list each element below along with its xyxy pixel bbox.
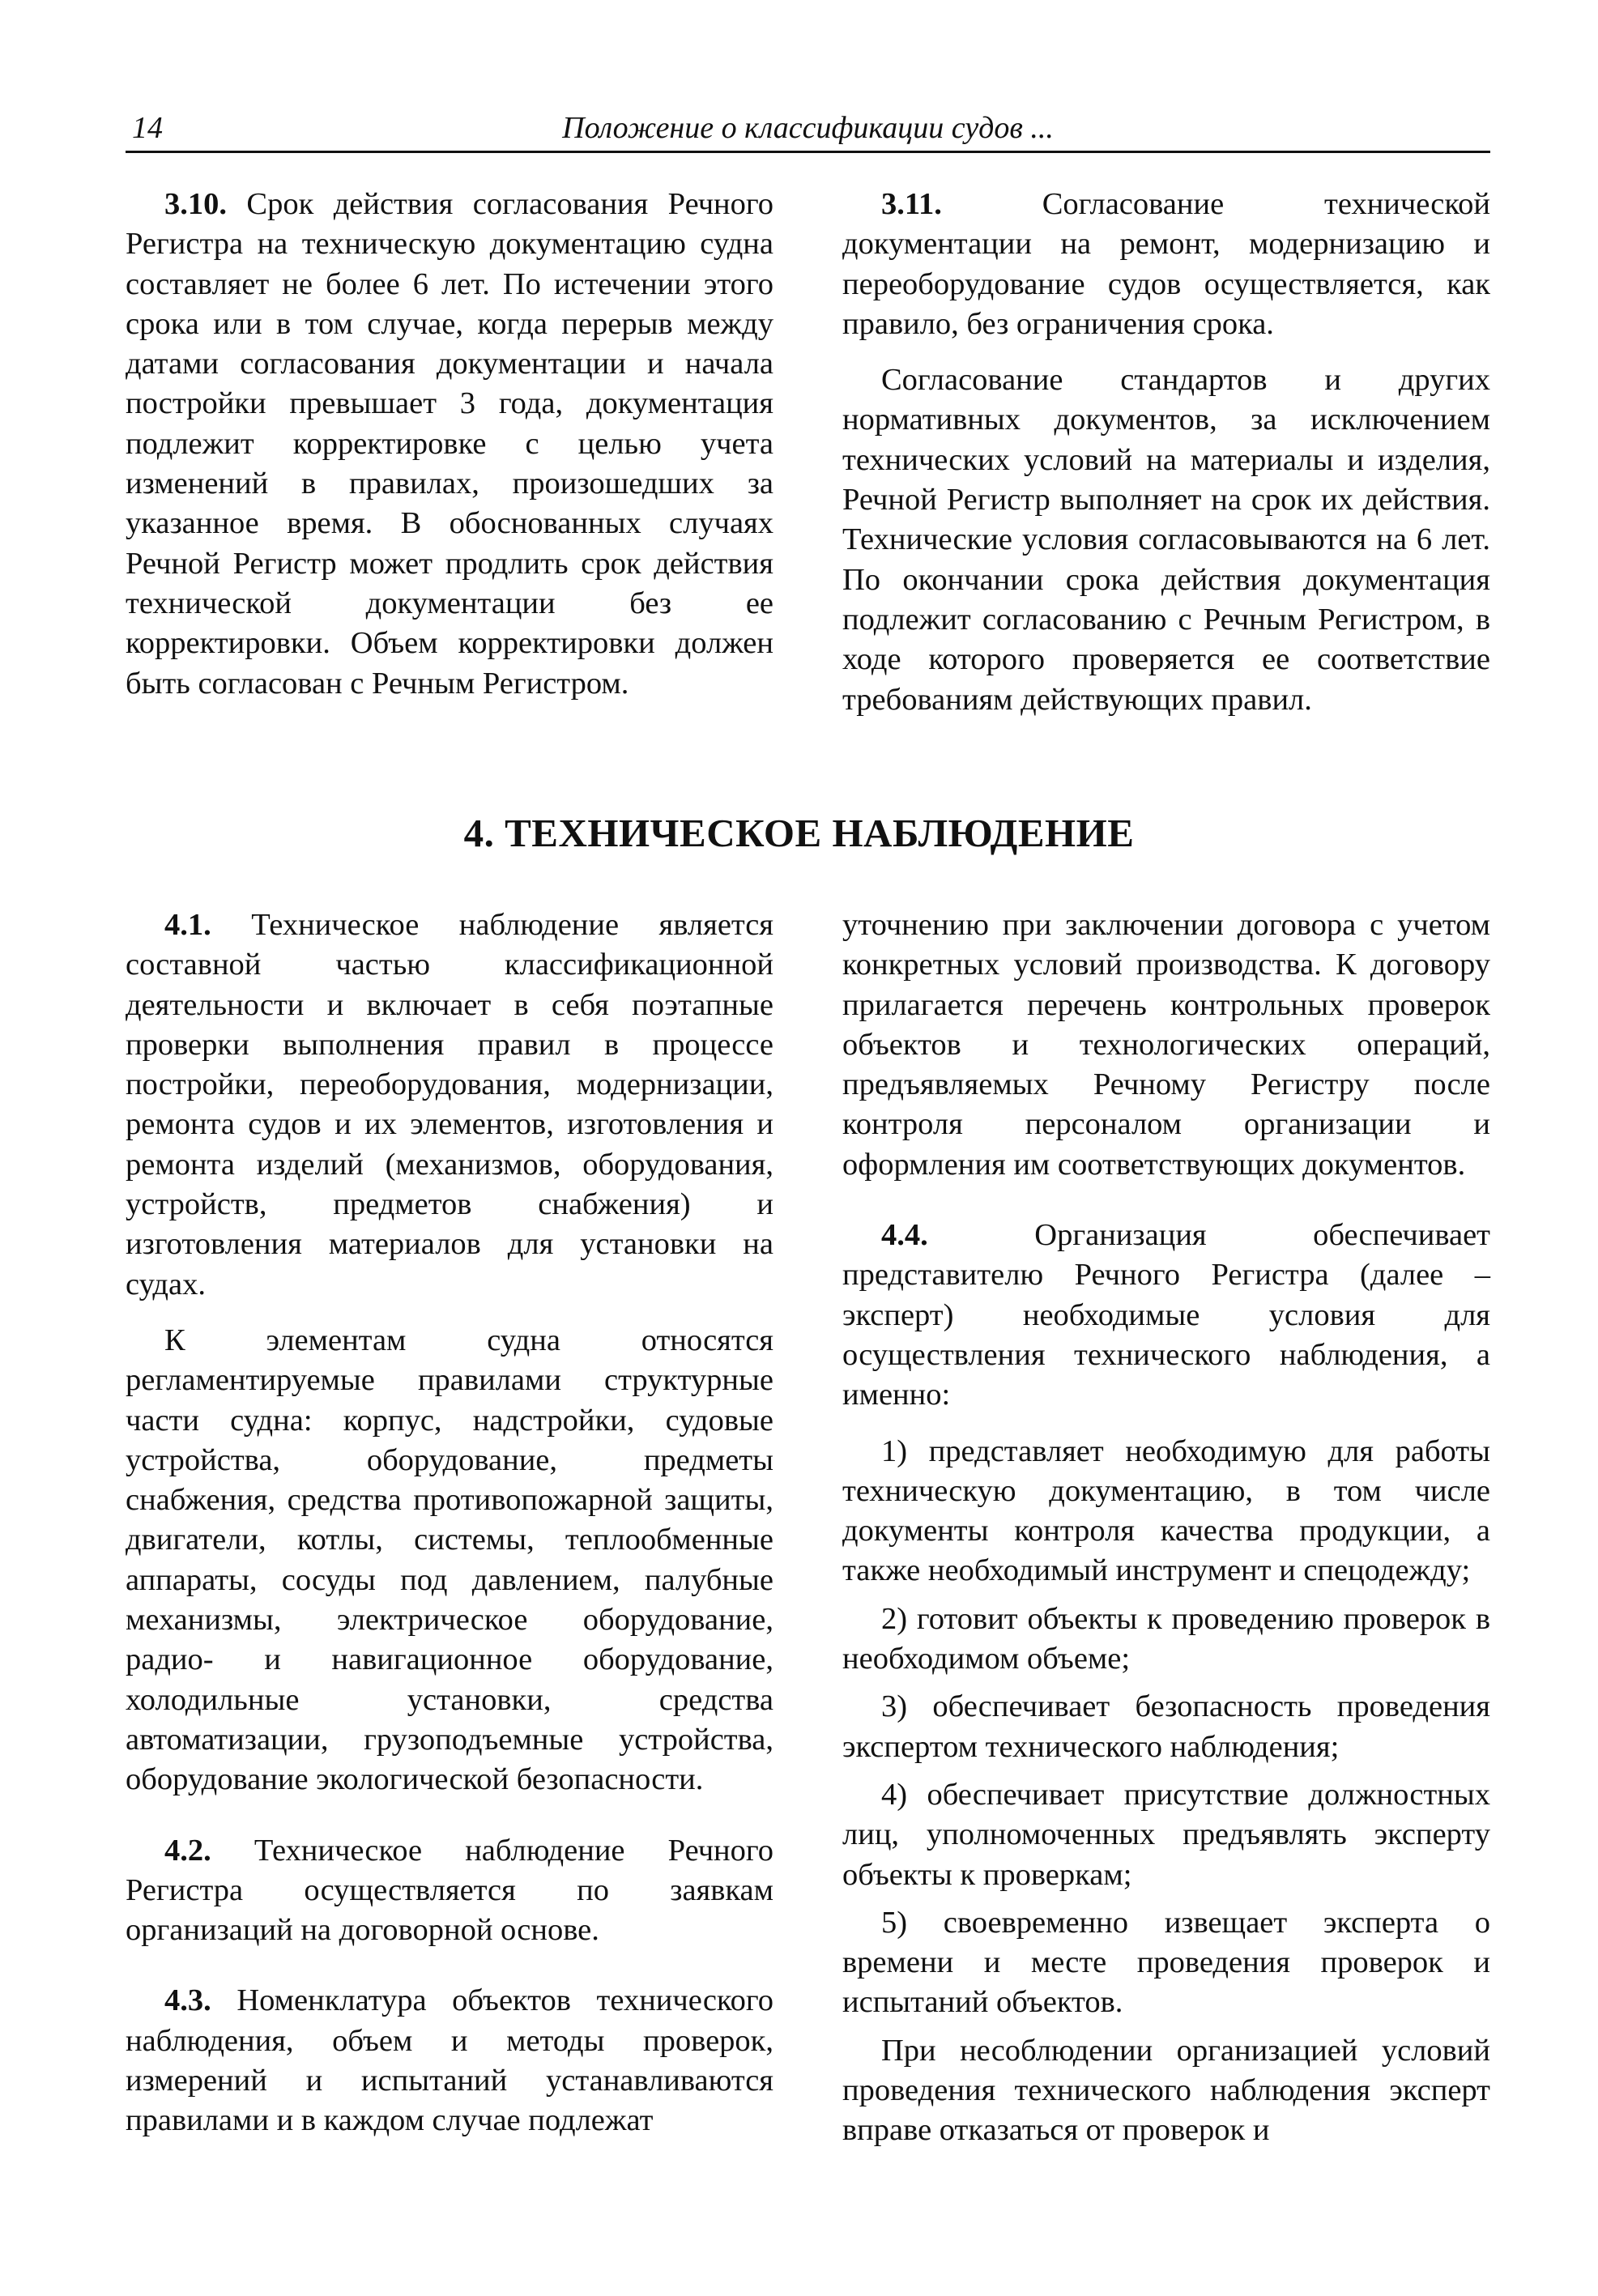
list-item-text: 2) готовит объекты к проведению проверок в необходимом объеме;: [842, 1601, 1490, 1676]
clause-number: 4.2.: [164, 1833, 211, 1868]
clause-number: 3.11.: [881, 187, 942, 221]
list-item-text: 4) обеспечивает присутствие должностных лиц, уполномоченных предъявлять эксперту объекты к проверкам;: [842, 1777, 1490, 1892]
paragraph-4-2: [126, 1831, 773, 1951]
list-item-text: 5) своевременно извещает эксперта о времени и месте проведения проверок и испытаний объектов.: [842, 1905, 1490, 2020]
list-item-text: 3) обеспечивает безопасность проведения экспертом технического наблюдения;: [842, 1689, 1490, 1764]
paragraph: [842, 2031, 1490, 2151]
paragraph-3-11: [842, 185, 1490, 344]
clause-number: 3.10.: [164, 187, 227, 221]
list-item: [842, 1687, 1490, 1767]
running-header: [126, 112, 1490, 153]
paragraph-text: Номенклатура объектов технического наблюдения, объем и методы проверок, измерений и испытаний устанавливаются правилами и в каждом случае подлежат: [126, 1983, 773, 2138]
paragraph-text: Техническое наблюдение Речного Регистра осуществляется по заявкам организаций на договорной основе.: [126, 1833, 773, 1948]
paragraph-text: Согласование технической документации на ремонт, модернизацию и переоборудование судов осуществляется, как правило, без ограничения срока.: [842, 187, 1490, 341]
paragraph-text: уточнению при заключении договора с учетом конкретных условий производства. К договору прилагается перечень контрольных проверок объектов и технологических операций, предъявляемых Речному Регистру после контроля персоналом организации и оформления им соответствующих документов.: [842, 908, 1490, 1182]
paragraph-text: Срок действия согласования Речного Регистра на техническую документацию судна составляет не более 6 лет. По истечении этого срока или в том случае, когда перерыв между датами согласования документации и начала постройки превышает 3 года, документация подлежит корректировке с целью учета изменений в правилах, произошедших за указанное время. В обоснованных случаях Речной Регистр может продлить срок действия технической документации без ее корректировки. Объем корректировки должен быть согласован с Речным Регистром.: [126, 187, 773, 701]
paragraph: [842, 360, 1490, 720]
list-item: [842, 1600, 1490, 1680]
bottom-right-column: [842, 905, 1490, 2167]
clause-number: 4.4.: [881, 1218, 928, 1253]
paragraph-4-3: [126, 1981, 773, 2141]
paragraph-text: Организация обеспечивает представителю Речного Регистра (далее – эксперт) необходимые условия для осуществления технического наблюдения, а именно:: [842, 1218, 1490, 1412]
paragraph-3-10: [126, 185, 773, 704]
paragraph-4-4: [842, 1216, 1490, 1415]
clause-number: 4.1.: [164, 908, 211, 942]
paragraph-text: Согласование стандартов и других нормативных документов, за исключением технических условий на материалы и изделия, Речной Регистр выполняет на срок их действия. Технические условия согласовываются на 6 лет. По окончании срока действия документация подлежит согласованию с Речным Регистром, в ходе которого проверяется ее соответствие требованиям действующих правил.: [842, 363, 1490, 717]
clause-number: 4.3.: [164, 1983, 211, 2018]
list-item-text: 1) представляет необходимую для работы техническую документацию, в том числе документы контроля качества продукции, а также необходимый инструмент и спецодежду;: [842, 1433, 1490, 1588]
paragraph-text: При несоблюдении организацией условий проведения технического наблюдения эксперт вправе отказаться от проверок и: [842, 2033, 1490, 2148]
top-right-column: [842, 185, 1490, 736]
page-number: 14: [132, 111, 163, 145]
paragraph-4-1: [126, 905, 773, 1305]
running-title: Положение о классификации судов ...: [562, 111, 1054, 145]
list-item: [842, 1775, 1490, 1895]
paragraph-text: Техническое наблюдение является составной частью классификационной деятельности и включает в себя поэтапные проверки выполнения правил в процессе постройки, переоборудования, модернизации, ремонта судов и их элементов, изготовления и ремонта изделий (механизмов, оборудования, устройств, предметов снабжения) и изготовления материалов для установки на судах.: [126, 908, 773, 1301]
paragraph-text: К элементам судна относятся регламентируемые правилами структурные части судна: корпус, надстройки, судовые устройства, оборудование, предметы снабжения, средства противопожарной защиты, двигатели, котлы, системы, теплообменные аппараты, сосуды под давлением, палубные механизмы, электрическое оборудование, радио- и навигационное оборудование, холодильные установки, средства автоматизации, грузоподъемные устройства, оборудование экологической безопасности.: [126, 1323, 773, 1797]
list-item: [842, 1432, 1490, 1591]
top-left-column: [126, 185, 773, 720]
paragraph-continued: [842, 905, 1490, 1185]
bottom-left-column: [126, 905, 773, 2158]
section-heading: 4. ТЕХНИЧЕСКОЕ НАБЛЮДЕНИЕ: [463, 811, 1135, 855]
paragraph: [126, 1321, 773, 1800]
list-item: [842, 1903, 1490, 2023]
